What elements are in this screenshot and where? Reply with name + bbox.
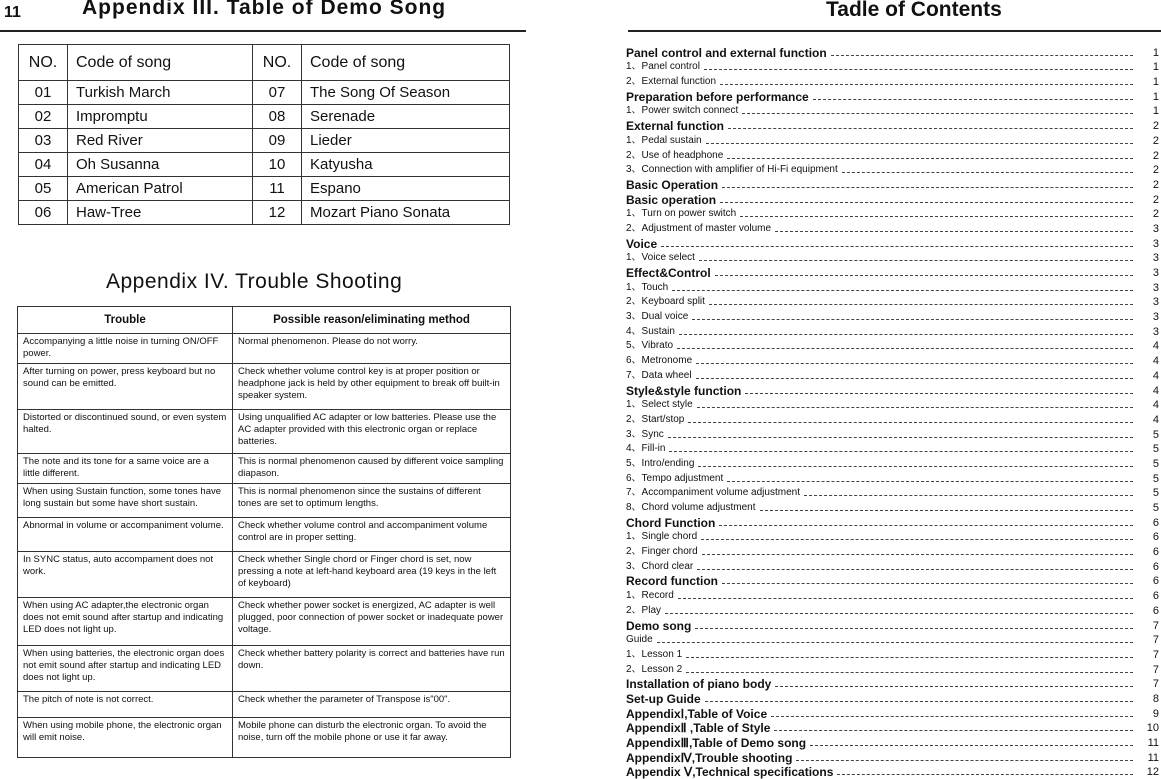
toc-leader-dots [696,362,1133,364]
toc-leader-dots [702,553,1133,555]
reason-cell: Check whether battery polarity is correct and batteries have run down. [233,646,511,692]
toc-entry [626,176,1161,191]
toc-entry [626,279,1161,294]
toc-entry [626,499,1161,514]
toc-title: Tadle of Contents [826,0,1002,21]
toc-page-number: 3 [1152,222,1159,235]
toc-entry [626,308,1161,323]
reason-cell: Check whether Single chord or Finger chord is set, now pressing a note at left-hand keyboard area (19 keys in the left of keyboard) [233,552,511,598]
toc-page-number: 3 [1152,281,1159,294]
toc-entry [626,705,1161,720]
toc-page-number: 6 [1152,560,1159,573]
toc-page-number: 3 [1152,311,1159,324]
toc-leader-dots [704,68,1133,70]
toc-label: Appendix Ⅴ,Technical specifications [626,765,834,779]
toc-label: 1、Touch [626,281,669,293]
toc-entry [626,367,1161,382]
toc-page-number: 3 [1152,252,1159,265]
toc-leader-dots [796,759,1133,761]
song-name: Oh Susanna [68,153,253,177]
toc-leader-dots [679,333,1133,335]
toc-label: 3、Connection with amplifier of Hi-Fi equipment [626,164,838,176]
toc-page-number: 2 [1152,193,1159,206]
toc-label: Style&style function [626,383,742,398]
toc-leader-dots [692,318,1133,320]
toc-leader-dots [804,494,1133,496]
toc-page-number: 1 [1152,46,1159,59]
toc-entry [626,206,1161,221]
toc-leader-dots [810,744,1133,746]
header-trouble: Trouble [18,307,233,334]
toc-leader-dots [760,509,1133,511]
toc-leader-dots [669,450,1133,452]
toc-page-number: 2 [1152,134,1159,147]
toc-label: 1、Select style [626,399,693,411]
toc-label: 1、Power switch connect [626,105,739,117]
table-row [18,552,511,598]
toc-page-number: 8 [1152,692,1159,705]
toc-label: Basic operation [626,192,717,207]
toc-entry [626,44,1161,59]
toc-label: 1、Single chord [626,531,698,543]
table-row [19,81,510,105]
toc-page-number: 4 [1152,413,1159,426]
toc-label: 1、Voice select [626,252,695,264]
toc-entry [626,103,1161,118]
toc-entry [626,59,1161,74]
reason-cell: This is normal phenomenon since the sustains of different tones are set to optimum lengths. [233,484,511,518]
song-name: Red River [68,129,253,153]
song-name: Espano [302,177,510,201]
song-number: 04 [19,153,68,177]
toc-leader-dots [771,715,1133,717]
song-number: 12 [253,201,302,225]
toc-entry [626,88,1161,103]
toc-entry [626,397,1161,412]
toc-label: 6、Tempo adjustment [626,472,724,484]
song-name: Haw-Tree [68,201,253,225]
toc-entry [626,720,1161,735]
toc-leader-dots [745,392,1133,394]
toc-page-number: 6 [1152,546,1159,559]
reason-cell: Check whether the parameter of Transpose is"00". [233,692,511,718]
toc-label: 2、Use of headphone [626,149,724,161]
trouble-cell: Abnormal in volume or accompaniment volume. [18,518,233,552]
toc-page-number: 5 [1152,457,1159,470]
table-row [18,598,511,646]
trouble-cell: When using AC adapter,the electronic organ does not emit sound after startup and indicating LED does not light up. [18,598,233,646]
toc-entry [626,734,1161,749]
toc-page-number: 5 [1152,428,1159,441]
toc-label: AppendixⅠ,Table of Voice [626,706,768,721]
table-row [18,518,511,552]
toc-leader-dots [697,568,1133,570]
toc-page-number: 7 [1152,678,1159,691]
table-row [18,364,511,410]
toc-page-number: 2 [1152,178,1159,191]
toc-leader-dots [775,685,1133,687]
header-no-1: NO. [19,45,68,81]
toc-entry [626,220,1161,235]
song-number: 11 [253,177,302,201]
toc-entry [626,602,1161,617]
toc-label: AppendixⅢ,Table of Demo song [626,736,807,750]
toc-page-number: 6 [1152,531,1159,544]
trouble-table-header [18,307,511,334]
trouble-cell: When using mobile phone, the electronic organ will emit noise. [18,718,233,758]
toc-entry [626,529,1161,544]
toc-entry [626,543,1161,558]
toc-label: 1、Turn on power switch [626,208,737,220]
toc-label: Demo song [626,618,692,633]
toc-page-number: 1 [1152,61,1159,74]
toc-page-number: 4 [1152,355,1159,368]
toc-label: 1、Lesson 1 [626,648,683,660]
toc-page-number: 6 [1152,590,1159,603]
toc-entry [626,250,1161,265]
song-name: Mozart Piano Sonata [302,201,510,225]
trouble-cell: In SYNC status, auto accompament does not work. [18,552,233,598]
trouble-cell: Distorted or discontinued sound, or even system halted. [18,410,233,454]
toc-label: Installation of piano body [626,677,772,692]
table-row [19,177,510,201]
toc-label: Preparation before performance [626,89,809,104]
table-row [19,105,510,129]
toc-label: 6、Metronome [626,355,693,367]
demo-song-table [18,44,510,225]
trouble-cell: The note and its tone for a same voice are a little different. [18,454,233,484]
toc-label: 2、Finger chord [626,546,698,558]
toc-leader-dots [661,245,1133,247]
reason-cell: Check whether power socket is energized, AC adapter is well plugged, poor connection of power socket or inadequate power voltage. [233,598,511,646]
appendix-3-title: Appendix III. Table of Demo Song [82,0,447,19]
right-title-rule [628,30,1161,32]
toc-page-number: 11 [1147,751,1159,764]
toc-leader-dots [720,201,1133,203]
toc-label: Set-up Guide [626,691,701,706]
toc-page-number: 2 [1152,120,1159,133]
toc-page-number: 7 [1152,648,1159,661]
toc-entry [626,132,1161,147]
toc-label: 7、Data wheel [626,369,692,381]
toc-leader-dots [705,700,1133,702]
toc-label: 1、Panel control [626,61,700,73]
toc-label: 2、External function [626,76,717,88]
table-row [18,410,511,454]
toc-page-number: 4 [1152,399,1159,412]
header-no-2: NO. [253,45,302,81]
toc-label: 8、Chord volume adjustment [626,502,756,513]
toc-entry [626,411,1161,426]
header-reason: Possible reason/eliminating method [233,307,511,334]
toc-leader-dots [695,627,1133,629]
toc-page-number: 4 [1152,340,1159,353]
toc-page-number: 5 [1152,502,1159,514]
song-name: American Patrol [68,177,253,201]
toc-label: AppendixⅣ,Trouble shooting [626,750,793,765]
song-number: 03 [19,129,68,153]
toc-leader-dots [686,671,1133,673]
toc-leader-dots [696,377,1133,379]
toc-label: External function [626,119,725,134]
toc-entry [626,235,1161,250]
left-title-rule [0,30,526,32]
toc-entry [626,587,1161,602]
toc-entry [626,470,1161,485]
toc-entry [626,382,1161,397]
toc-entry [626,617,1161,632]
toc-label: Voice [626,236,658,251]
toc-page-number: 6 [1152,575,1159,588]
toc-entry [626,573,1161,588]
toc-label: 2、Lesson 2 [626,663,683,675]
trouble-cell: Accompanying a little noise in turning ON/OFF power. [18,334,233,364]
song-name: Turkish March [68,81,253,105]
toc-label: 2、Start/stop [626,413,685,425]
toc-entry [626,441,1161,456]
toc-label: Guide [626,634,653,646]
toc-page-number: 3 [1152,237,1159,250]
toc-page-number: 3 [1152,296,1159,309]
toc-leader-dots [678,597,1133,599]
toc-label: 2、Adjustment of master volume [626,222,772,234]
toc-page-number: 1 [1152,105,1159,118]
toc-entry [626,191,1161,206]
toc-entry [626,426,1161,441]
page-number: 11 [4,4,21,21]
toc-leader-dots [720,83,1133,85]
toc-page-number: 3 [1152,325,1159,338]
song-number: 06 [19,201,68,225]
toc-entry [626,338,1161,353]
song-name: Lieder [302,129,510,153]
toc-leader-dots [706,142,1133,144]
toc-page-number: 6 [1152,516,1159,529]
header-code-2: Code of song [302,45,510,81]
toc-page-number: 4 [1152,384,1159,397]
toc-entry [626,352,1161,367]
toc-entry [626,264,1161,279]
toc-leader-dots [697,406,1133,408]
reason-cell: Check whether volume control and accompaniment volume control are in proper setting. [233,518,511,552]
toc-leader-dots [740,215,1133,217]
toc-entry [626,514,1161,529]
trouble-cell: When using Sustain function, some tones have long sustain but some have short sustain. [18,484,233,518]
table-row [18,484,511,518]
toc-entry [626,294,1161,309]
song-number: 07 [253,81,302,105]
song-name: The Song Of Season [302,81,510,105]
toc-page-number: 1 [1152,76,1159,89]
toc-label: 4、Fill-in [626,443,666,455]
toc-leader-dots [668,436,1133,438]
table-of-contents [626,44,1161,778]
toc-entry [626,323,1161,338]
table-row [19,201,510,225]
trouble-shooting-table [17,306,511,758]
toc-page-number: 7 [1152,663,1159,676]
toc-page-number: 6 [1152,604,1159,617]
toc-page-number: 5 [1152,487,1159,500]
toc-leader-dots [742,112,1133,114]
toc-label: 7、Accompaniment volume adjustment [626,487,800,499]
toc-page-number: 9 [1152,707,1159,720]
toc-entry [626,455,1161,470]
toc-page-number: 7 [1152,634,1159,647]
toc-entry [626,485,1161,500]
toc-leader-dots [728,127,1133,129]
toc-label: 2、Keyboard split [626,296,705,308]
toc-entry [626,117,1161,132]
toc-leader-dots [837,773,1133,775]
toc-page-number: 5 [1152,472,1159,485]
song-name: Serenade [302,105,510,129]
header-code-1: Code of song [68,45,253,81]
toc-page-number: 2 [1152,149,1159,162]
toc-leader-dots [831,54,1133,56]
song-number: 10 [253,153,302,177]
song-number: 01 [19,81,68,105]
toc-entry [626,646,1161,661]
trouble-cell: After turning on power, press keyboard but no sound can be emitted. [18,364,233,410]
table-row [19,129,510,153]
song-number: 05 [19,177,68,201]
toc-label: Basic Operation [626,177,719,192]
song-table-header [19,45,510,81]
toc-leader-dots [665,612,1133,614]
reason-cell: Mobile phone can disturb the electronic organ. To avoid the noise, turn off the mobile phone or use it far away. [233,718,511,758]
reason-cell: This is normal phenomenon caused by different voice sampling diapason. [233,454,511,484]
toc-leader-dots [657,641,1133,643]
toc-leader-dots [727,480,1133,482]
toc-page-number: 4 [1152,369,1159,382]
toc-label: AppendixⅡ ,Table of Style [626,721,771,736]
toc-page-number: 5 [1152,443,1159,456]
toc-page-number: 2 [1152,164,1159,177]
toc-leader-dots [688,421,1133,423]
reason-cell: Using unqualified AC adapter or low batteries. Please use the AC adapter provided with this electronic organ or replace batteries. [233,410,511,454]
toc-label: 4、Sustain [626,325,675,337]
toc-leader-dots [774,729,1133,731]
toc-leader-dots [813,98,1133,100]
toc-leader-dots [672,289,1133,291]
toc-leader-dots [701,538,1133,540]
appendix-4-title: Appendix IV. Trouble Shooting [106,270,403,293]
toc-entry [626,690,1161,705]
toc-page-number: 11 [1147,737,1159,749]
song-number: 02 [19,105,68,129]
table-row [18,692,511,718]
toc-leader-dots [698,465,1133,467]
toc-label: Chord Function [626,515,716,530]
toc-page-number: 2 [1152,208,1159,221]
toc-label: 3、Dual voice [626,311,689,323]
toc-entry [626,749,1161,764]
toc-label: 2、Play [626,604,662,616]
table-row [19,153,510,177]
toc-entry [626,764,1161,779]
toc-leader-dots [715,274,1133,276]
toc-page-number: 1 [1152,90,1159,103]
toc-leader-dots [686,656,1133,658]
table-row [18,334,511,364]
toc-entry [626,661,1161,676]
toc-page-number: 7 [1152,619,1159,632]
table-row [18,646,511,692]
table-row [18,454,511,484]
toc-leader-dots [709,303,1133,305]
toc-leader-dots [727,157,1133,159]
trouble-cell: When using batteries, the electronic organ does not emit sound after startup and indicating LED does not light up. [18,646,233,692]
toc-page-number: 12 [1146,766,1159,779]
toc-label: Record function [626,574,718,589]
toc-entry [626,147,1161,162]
toc-label: 5、Vibrato [626,340,674,352]
trouble-cell: The pitch of note is not correct. [18,692,233,718]
toc-label: 1、Record [626,590,674,602]
toc-leader-dots [775,230,1133,232]
song-number: 09 [253,129,302,153]
song-number: 08 [253,105,302,129]
toc-leader-dots [677,347,1133,349]
song-name: Katyusha [302,153,510,177]
toc-page-number: 10 [1146,722,1159,735]
toc-label: 5、Intro/ending [626,457,695,469]
toc-entry [626,558,1161,573]
toc-leader-dots [842,171,1133,173]
toc-leader-dots [719,524,1133,526]
toc-leader-dots [699,259,1133,261]
toc-entry [626,73,1161,88]
toc-leader-dots [722,186,1133,188]
toc-label: 3、Chord clear [626,560,694,572]
toc-leader-dots [722,582,1133,584]
toc-entry [626,676,1161,691]
toc-entry [626,162,1161,177]
reason-cell: Normal phenomenon. Please do not worry. [233,334,511,364]
toc-label: Panel control and external function [626,45,827,60]
reason-cell: Check whether volume control key is at proper position or headphone jack is held by other equipment to break off built-in speaker system. [233,364,511,410]
toc-label: 1、Pedal sustain [626,134,702,146]
table-row [18,718,511,758]
song-name: Impromptu [68,105,253,129]
toc-page-number: 3 [1152,267,1159,279]
toc-label: 3、Sync [626,428,664,440]
toc-label: Effect&Control [626,266,711,280]
toc-entry [626,632,1161,647]
